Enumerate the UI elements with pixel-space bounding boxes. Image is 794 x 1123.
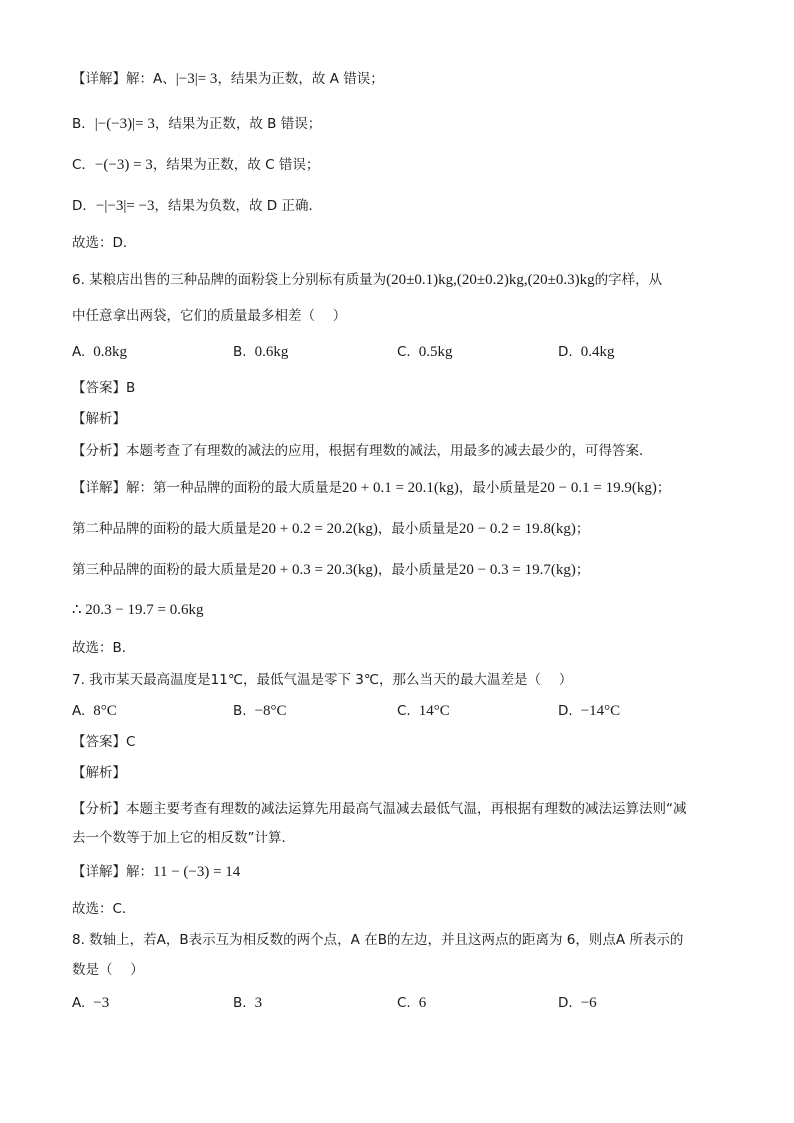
answer-label: 【答案】: [72, 380, 126, 396]
q8-option-a: A. −3: [72, 995, 110, 1011]
q6-stem-line-1: 6. 某粮店出售的三种品牌的面粉袋上分别标有质量为(20±0.1)kg,(20±0.2)kg,(20±0.3)kg的字样，从: [72, 272, 663, 288]
q6-answer: 【答案】B: [72, 380, 136, 396]
q7-fenxi-line-2: 去一个数等于加上它的相反数”计算．: [72, 830, 295, 846]
math-expression: −(−3) = 3: [94, 157, 153, 173]
q8-stem-line-1: 8. 数轴上，若A，B表示互为相反数的两个点，A 在B的左边，并且这两点的距离为 6，则点A 所表示的: [72, 932, 684, 948]
q5-detail-line-d: D．−|−3|= −3，结果为负数，故 D 正确．: [72, 198, 322, 214]
detail-label: 【详解】: [72, 864, 126, 880]
q6-detail-line-3: 第三种品牌的面粉的最大质量是20 + 0.3 = 20.3(kg)，最小质量是20 − 0.3 = 19.7(kg)；: [72, 562, 590, 578]
q5-choice: 故选：D．: [72, 235, 137, 251]
q8-option-b: B. 3: [233, 995, 263, 1011]
q7-option-c: C. 14°C: [397, 703, 450, 719]
q7-detail: 【详解】解：11 − (−3) = 14: [72, 864, 241, 880]
q6-choice: 故选：B．: [72, 640, 136, 656]
q6-fenxi: 【分析】本题考查了有理数的减法的应用，根据有理数的减法，用最多的减去最少的，可得答案．: [72, 443, 653, 459]
q6-stem-line-2: 中任意拿出两袋，它们的质量最多相差（ ）: [72, 308, 347, 324]
q5-detail-line-a: 【详解】解：A、|−3|= 3，结果为正数，故 A 错误；: [72, 71, 384, 87]
q6-analysis-label: 【解析】: [72, 411, 126, 427]
q7-stem: 7. 我市某天最高温度是11℃，最低气温是零下 3℃，那么当天的最大温差是（ ）: [72, 672, 573, 688]
detail-label: 【详解】: [72, 71, 126, 87]
math-expression: −|−3|= −3: [95, 198, 155, 214]
fenxi-label: 【分析】: [72, 801, 126, 817]
q7-fenxi-line-1: 【分析】本题主要考查有理数的减法运算先用最高气温减去最低气温，再根据有理数的减法运算法则“减: [72, 801, 687, 817]
q5-detail-line-b: B．|−(−3)|= 3，结果为正数，故 B 错误；: [72, 116, 322, 132]
math-expression: |−(−3)|= 3: [94, 116, 155, 132]
q7-option-d: D. −14°C: [558, 703, 621, 719]
q6-detail-line-2: 第二种品牌的面粉的最大质量是20 + 0.2 = 20.2(kg)，最小质量是20 − 0.2 = 19.8(kg)；: [72, 521, 590, 537]
q6-conclusion: ∴ 20.3 − 19.7 = 0.6kg: [72, 602, 204, 618]
q8-option-d: D. −6: [558, 995, 597, 1011]
q7-choice: 故选：C．: [72, 901, 136, 917]
q6-detail-line-1: 【详解】解：第一种品牌的面粉的最大质量是20 + 0.1 = 20.1(kg)，最小质量是20 − 0.1 = 19.9(kg)；: [72, 480, 671, 496]
q7-analysis-label: 【解析】: [72, 765, 126, 781]
q7-option-a: A. 8°C: [72, 703, 117, 719]
q8-option-c: C. 6: [397, 995, 427, 1011]
q6-option-c: C. 0.5kg: [397, 344, 453, 360]
q8-stem-line-2: 数是（ ）: [72, 962, 144, 978]
q5-detail-line-c: C．−(−3) = 3，结果为正数，故 C 错误；: [72, 157, 320, 173]
q6-option-d: D. 0.4kg: [558, 344, 615, 360]
q6-option-b: B. 0.6kg: [233, 344, 289, 360]
fenxi-label: 【分析】: [72, 443, 126, 459]
math-expression: (20±0.1)kg,(20±0.2)kg,(20±0.3)kg: [386, 272, 595, 288]
q6-option-a: A. 0.8kg: [72, 344, 128, 360]
math-expression: |−3|= 3: [175, 71, 218, 87]
detail-label: 【详解】: [72, 480, 126, 496]
q7-answer: 【答案】C: [72, 734, 136, 750]
q7-option-b: B. −8°C: [233, 703, 287, 719]
answer-label: 【答案】: [72, 734, 126, 750]
